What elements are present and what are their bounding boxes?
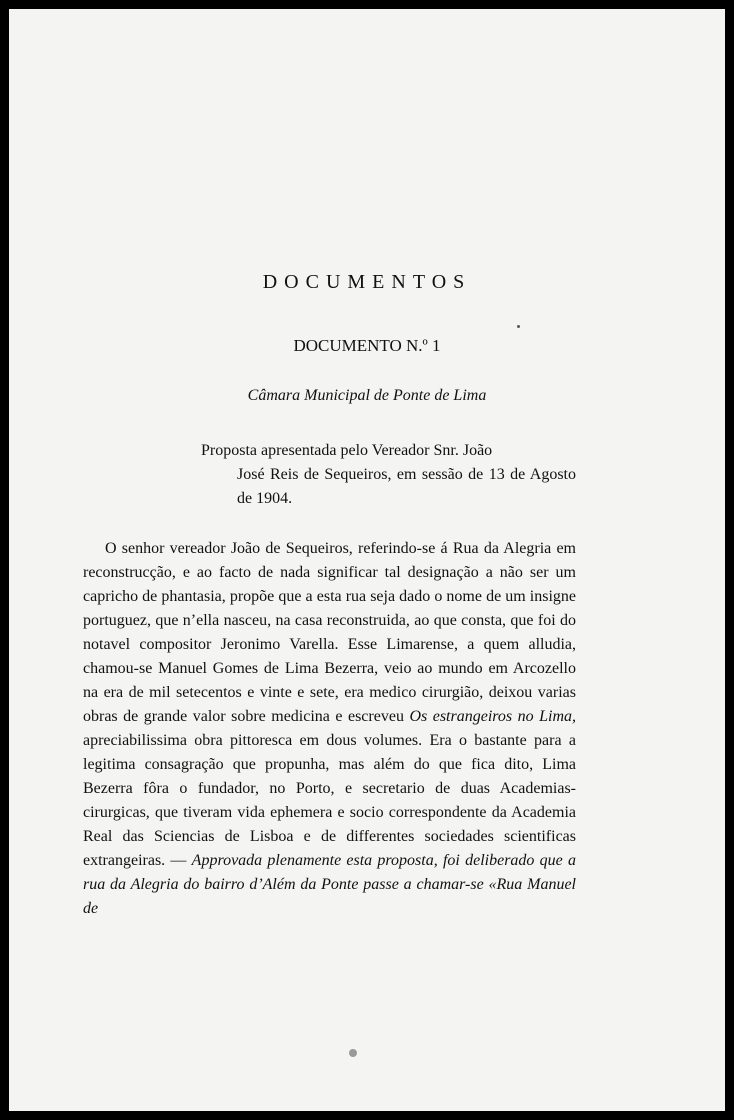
proposal-first-line: Proposta apresentada pelo Vereador Snr. João — [201, 442, 493, 459]
document-subtitle: Câmara Municipal de Ponte de Lima — [247, 387, 487, 404]
section-heading: DOCUMENTOS — [262, 271, 472, 293]
print-speck — [517, 325, 520, 328]
print-speck — [349, 1049, 357, 1057]
book-title: Os estrangeiros no Lima, — [409, 708, 577, 725]
body-text-part1: O senhor vereador João de Sequeiros, referindo-se á Rua da Alegria em reconstrucção, e ao facto de nada significar tal designação a não ser um capricho de phantasia, propõe que a esta rua seja dado o nome de um insigne portuguez, que n’ella nasceu, na casa reconstruida, ao que consta, que foi do notavel compositor Jeronimo Varella. Esse Limarense, a quem alludia, chamou-se Manuel Gomes de Lima Bezerra, veio ao mundo em Arcozello na era de mil setecentos e vinte e sete, era medico cirurgião, deixou varias obras de grande valor sobre medicina e escreveu — [83, 540, 576, 725]
document-page — [9, 9, 725, 1111]
body-text-part2: apreciabilissima obra pittoresca em dous volumes. Era o bastante para a legitima consagração que propunha, mas além do que fica dito, Lima Bezerra fôra o fundador, no Porto, e secretario de duas Academias-cirurgicas, que tiveram vida ephemera e socio correspondente da Academia Real das Sciencias de Lisboa e de differentes sociedades scientificas extrangeiras. — — [83, 732, 576, 869]
body-paragraph — [83, 537, 576, 921]
resolution-text: Approvada plenamente esta proposta, foi deliberado que a rua da Alegria do bairro d’Além da Ponte passe a chamar-se «Rua Manuel de — [83, 852, 576, 917]
proposal-continuation: José Reis de Sequeiros, em sessão de 13 de Agosto de 1904. — [237, 466, 576, 507]
proposal-heading — [201, 439, 576, 511]
document-number: DOCUMENTO N.º 1 — [293, 336, 441, 355]
